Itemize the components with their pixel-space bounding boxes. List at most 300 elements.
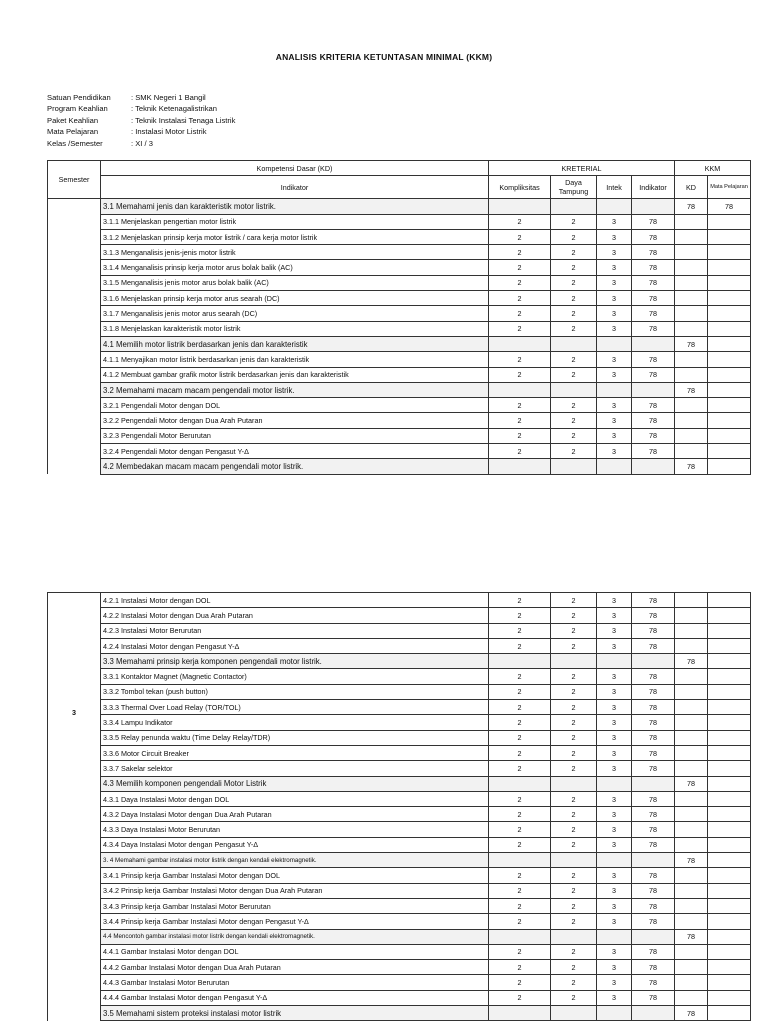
kompleksitas-value: 2 xyxy=(489,398,551,413)
indicator-text: 3.4.2 Prinsip kerja Gambar Instalasi Motor dengan Dua Arah Putaran xyxy=(101,883,489,898)
indikator-kkm-value: 78 xyxy=(632,321,675,336)
indicator-text: 4.3 Memilih komponen pengendali Motor Listrik xyxy=(101,776,489,791)
indicator-text: 3.1.3 Menganalisis jenis-jenis motor listrik xyxy=(101,245,489,260)
indicator-row xyxy=(48,975,751,990)
indikator-kkm-value xyxy=(632,382,675,397)
kompleksitas-value: 2 xyxy=(489,914,551,929)
intek-value xyxy=(597,336,632,351)
daya-tampung-value: 2 xyxy=(551,761,597,776)
intek-value: 3 xyxy=(597,960,632,975)
header-intek: Intek xyxy=(597,176,632,199)
indikator-kkm-value: 78 xyxy=(632,638,675,653)
intek-value xyxy=(597,382,632,397)
indikator-kkm-value xyxy=(632,459,675,474)
indicator-row xyxy=(48,623,751,638)
kd-kkm-value: 78 xyxy=(675,199,708,214)
header-daya-tampung: Daya Tampung xyxy=(551,176,597,199)
indicator-row xyxy=(48,321,751,336)
mapel-kkm-value xyxy=(708,929,751,944)
indicator-row xyxy=(48,669,751,684)
mapel-kkm-value xyxy=(708,367,751,382)
kd-kkm-value xyxy=(675,275,708,290)
indikator-kkm-value: 78 xyxy=(632,275,675,290)
indikator-kkm-value: 78 xyxy=(632,868,675,883)
daya-tampung-value: 2 xyxy=(551,229,597,244)
indikator-kkm-value: 78 xyxy=(632,944,675,959)
daya-tampung-value: 2 xyxy=(551,944,597,959)
intek-value: 3 xyxy=(597,700,632,715)
daya-tampung-value xyxy=(551,382,597,397)
indikator-kkm-value: 78 xyxy=(632,745,675,760)
daya-tampung-value: 2 xyxy=(551,822,597,837)
daya-tampung-value xyxy=(551,929,597,944)
header-kompleksitas: Kompliksitas xyxy=(489,176,551,199)
indicator-row xyxy=(48,745,751,760)
kd-kkm-value xyxy=(675,700,708,715)
indicator-row xyxy=(48,807,751,822)
indicator-text: 3.1.1 Menjelaskan pengertian motor listrik xyxy=(101,214,489,229)
daya-tampung-value: 2 xyxy=(551,321,597,336)
kd-kkm-value xyxy=(675,413,708,428)
indicator-text: 3.1.8 Menjelaskan karakteristik motor listrik xyxy=(101,321,489,336)
intek-value xyxy=(597,853,632,868)
kd-row xyxy=(48,459,751,474)
kompleksitas-value: 2 xyxy=(489,623,551,638)
indicator-text: 4.2 Membedakan macam macam pengendali motor listrik. xyxy=(101,459,489,474)
kd-kkm-value: 78 xyxy=(675,459,708,474)
indikator-kkm-value xyxy=(632,1006,675,1021)
indicator-row xyxy=(48,367,751,382)
daya-tampung-value: 2 xyxy=(551,898,597,913)
mapel-kkm-value xyxy=(708,654,751,669)
info-row xyxy=(47,126,235,137)
kompleksitas-value: 2 xyxy=(489,822,551,837)
daya-tampung-value: 2 xyxy=(551,975,597,990)
intek-value: 3 xyxy=(597,214,632,229)
daya-tampung-value: 2 xyxy=(551,260,597,275)
mapel-kkm-value xyxy=(708,730,751,745)
intek-value: 3 xyxy=(597,229,632,244)
mapel-kkm-value xyxy=(708,868,751,883)
indicator-row xyxy=(48,960,751,975)
indicator-text: 4.4.1 Gambar Instalasi Motor dengan DOL xyxy=(101,944,489,959)
intek-value: 3 xyxy=(597,413,632,428)
indicator-row xyxy=(48,593,751,608)
kompleksitas-value: 2 xyxy=(489,291,551,306)
kd-row xyxy=(48,336,751,351)
kompleksitas-value: 2 xyxy=(489,669,551,684)
kompleksitas-value: 2 xyxy=(489,352,551,367)
kompleksitas-value xyxy=(489,199,551,214)
indikator-kkm-value: 78 xyxy=(632,428,675,443)
indikator-kkm-value: 78 xyxy=(632,593,675,608)
kd-kkm-value xyxy=(675,745,708,760)
mapel-kkm-value xyxy=(708,428,751,443)
mapel-kkm-value xyxy=(708,321,751,336)
intek-value: 3 xyxy=(597,807,632,822)
daya-tampung-value: 2 xyxy=(551,960,597,975)
mapel-kkm-value xyxy=(708,700,751,715)
kompleksitas-value: 2 xyxy=(489,837,551,852)
indicator-row xyxy=(48,914,751,929)
intek-value: 3 xyxy=(597,367,632,382)
mapel-kkm-value xyxy=(708,306,751,321)
indikator-kkm-value: 78 xyxy=(632,306,675,321)
mapel-kkm-value xyxy=(708,761,751,776)
mapel-kkm-value xyxy=(708,214,751,229)
kompleksitas-value: 2 xyxy=(489,608,551,623)
kd-kkm-value: 78 xyxy=(675,336,708,351)
indicator-text: 3.1.6 Menjelaskan prinsip kerja motor arus searah (DC) xyxy=(101,291,489,306)
indicator-text: 4.4.3 Gambar Instalasi Motor Berurutan xyxy=(101,975,489,990)
kd-kkm-value xyxy=(675,352,708,367)
kd-kkm-value xyxy=(675,715,708,730)
indicator-row xyxy=(48,306,751,321)
indicator-row xyxy=(48,260,751,275)
indicator-row xyxy=(48,684,751,699)
info-label: Satuan Pendidikan xyxy=(47,93,111,102)
kkm-table-bottom xyxy=(47,592,751,1021)
mapel-kkm-value xyxy=(708,944,751,959)
kompleksitas-value xyxy=(489,1006,551,1021)
indicator-text: 4.2.2 Instalasi Motor dengan Dua Arah Putaran xyxy=(101,608,489,623)
mapel-kkm-value xyxy=(708,883,751,898)
mapel-kkm-value xyxy=(708,960,751,975)
indikator-kkm-value: 78 xyxy=(632,837,675,852)
indicator-row xyxy=(48,444,751,459)
indicator-row xyxy=(48,837,751,852)
indikator-kkm-value: 78 xyxy=(632,898,675,913)
daya-tampung-value xyxy=(551,853,597,868)
kompleksitas-value: 2 xyxy=(489,260,551,275)
indicator-row xyxy=(48,990,751,1005)
indikator-kkm-value: 78 xyxy=(632,960,675,975)
intek-value xyxy=(597,929,632,944)
daya-tampung-value xyxy=(551,654,597,669)
info-row xyxy=(47,103,235,114)
kompleksitas-value: 2 xyxy=(489,413,551,428)
indikator-kkm-value: 78 xyxy=(632,914,675,929)
indikator-kkm-value: 78 xyxy=(632,260,675,275)
kompleksitas-value xyxy=(489,382,551,397)
mapel-kkm-value xyxy=(708,593,751,608)
kd-kkm-value xyxy=(675,791,708,806)
kompleksitas-value: 2 xyxy=(489,960,551,975)
daya-tampung-value: 2 xyxy=(551,669,597,684)
indicator-row xyxy=(48,822,751,837)
daya-tampung-value: 2 xyxy=(551,275,597,290)
kd-row xyxy=(48,929,751,944)
daya-tampung-value xyxy=(551,459,597,474)
daya-tampung-value: 2 xyxy=(551,367,597,382)
indicator-row xyxy=(48,700,751,715)
mapel-kkm-value xyxy=(708,684,751,699)
intek-value: 3 xyxy=(597,730,632,745)
kd-kkm-value xyxy=(675,868,708,883)
intek-value: 3 xyxy=(597,398,632,413)
kd-kkm-value xyxy=(675,593,708,608)
indikator-kkm-value: 78 xyxy=(632,990,675,1005)
kompleksitas-value: 2 xyxy=(489,883,551,898)
intek-value: 3 xyxy=(597,791,632,806)
indicator-text: 4.4.4 Gambar Instalasi Motor dengan Pengasut Y-Δ xyxy=(101,990,489,1005)
info-value: : Instalasi Motor Listrik xyxy=(131,127,207,137)
kd-kkm-value xyxy=(675,623,708,638)
indikator-kkm-value: 78 xyxy=(632,214,675,229)
kd-kkm-value xyxy=(675,975,708,990)
daya-tampung-value: 2 xyxy=(551,990,597,1005)
header-indikator: Indikator xyxy=(101,176,489,199)
mapel-kkm-value xyxy=(708,352,751,367)
indicator-text: 3.3 Memahami prinsip kerja komponen pengendali motor listrik. xyxy=(101,654,489,669)
kd-kkm-value xyxy=(675,944,708,959)
indicator-text: 3.2.3 Pengendali Motor Berurutan xyxy=(101,428,489,443)
kd-kkm-value xyxy=(675,608,708,623)
kompleksitas-value: 2 xyxy=(489,638,551,653)
indikator-kkm-value: 78 xyxy=(632,761,675,776)
indicator-row xyxy=(48,275,751,290)
kd-kkm-value xyxy=(675,837,708,852)
header-kd-col: KD xyxy=(675,176,708,199)
intek-value: 3 xyxy=(597,990,632,1005)
daya-tampung-value: 2 xyxy=(551,306,597,321)
daya-tampung-value: 2 xyxy=(551,914,597,929)
kompleksitas-value: 2 xyxy=(489,944,551,959)
indicator-row xyxy=(48,944,751,959)
intek-value: 3 xyxy=(597,944,632,959)
kompleksitas-value xyxy=(489,459,551,474)
kd-kkm-value xyxy=(675,229,708,244)
kompleksitas-value: 2 xyxy=(489,214,551,229)
kd-kkm-value xyxy=(675,321,708,336)
kompleksitas-value: 2 xyxy=(489,367,551,382)
mapel-kkm-value xyxy=(708,245,751,260)
daya-tampung-value xyxy=(551,776,597,791)
mapel-kkm-value xyxy=(708,229,751,244)
indicator-row xyxy=(48,898,751,913)
intek-value: 3 xyxy=(597,715,632,730)
kompleksitas-value: 2 xyxy=(489,428,551,443)
daya-tampung-value: 2 xyxy=(551,623,597,638)
kd-row xyxy=(48,199,751,214)
intek-value: 3 xyxy=(597,275,632,290)
indikator-kkm-value: 78 xyxy=(632,807,675,822)
mapel-kkm-value xyxy=(708,898,751,913)
mapel-kkm-value xyxy=(708,669,751,684)
document-info xyxy=(47,92,235,149)
indicator-text: 4.3.3 Daya Instalasi Motor Berurutan xyxy=(101,822,489,837)
kd-kkm-value xyxy=(675,214,708,229)
indicator-row xyxy=(48,291,751,306)
indicator-text: 3.3.2 Tombol tekan (push button) xyxy=(101,684,489,699)
indikator-kkm-value: 78 xyxy=(632,669,675,684)
daya-tampung-value: 2 xyxy=(551,444,597,459)
intek-value: 3 xyxy=(597,868,632,883)
mapel-kkm-value xyxy=(708,413,751,428)
indicator-text: 4.4.2 Gambar Instalasi Motor dengan Dua Arah Putaran xyxy=(101,960,489,975)
daya-tampung-value: 2 xyxy=(551,214,597,229)
kompleksitas-value: 2 xyxy=(489,990,551,1005)
kompleksitas-value: 2 xyxy=(489,306,551,321)
kompleksitas-value: 2 xyxy=(489,593,551,608)
intek-value: 3 xyxy=(597,669,632,684)
indikator-kkm-value: 78 xyxy=(632,791,675,806)
intek-value: 3 xyxy=(597,260,632,275)
kompleksitas-value: 2 xyxy=(489,807,551,822)
kd-kkm-value: 78 xyxy=(675,776,708,791)
daya-tampung-value xyxy=(551,336,597,351)
kompleksitas-value xyxy=(489,654,551,669)
indikator-kkm-value xyxy=(632,336,675,351)
info-label: Mata Pelajaran xyxy=(47,127,99,137)
mapel-kkm-value xyxy=(708,807,751,822)
intek-value: 3 xyxy=(597,444,632,459)
indicator-text: 3.3.3 Thermal Over Load Relay (TOR/TOL) xyxy=(101,700,489,715)
kd-kkm-value xyxy=(675,398,708,413)
kompleksitas-value: 2 xyxy=(489,229,551,244)
indikator-kkm-value: 78 xyxy=(632,444,675,459)
info-label: Kelas /Semester xyxy=(47,138,103,148)
indicator-row xyxy=(48,352,751,367)
indikator-kkm-value xyxy=(632,929,675,944)
info-row xyxy=(47,138,235,149)
indikator-kkm-value: 78 xyxy=(632,975,675,990)
indicator-text: 4.1 Memilih motor listrik berdasarkan jenis dan karakteristik xyxy=(101,336,489,351)
mapel-kkm-value xyxy=(708,745,751,760)
indikator-kkm-value: 78 xyxy=(632,883,675,898)
kd-kkm-value xyxy=(675,883,708,898)
intek-value: 3 xyxy=(597,352,632,367)
kd-row xyxy=(48,776,751,791)
indicator-text: 3.1 Memahami jenis dan karakteristik motor listrik. xyxy=(101,199,489,214)
indikator-kkm-value: 78 xyxy=(632,608,675,623)
indicator-text: 4.3.1 Daya Instalasi Motor dengan DOL xyxy=(101,791,489,806)
indicator-row xyxy=(48,791,751,806)
indikator-kkm-value xyxy=(632,776,675,791)
kd-row xyxy=(48,654,751,669)
semester-cell xyxy=(48,199,101,474)
indicator-text: 3.1.2 Menjelaskan prinsip kerja motor listrik / cara kerja motor listrik xyxy=(101,229,489,244)
kkm-table-top-body xyxy=(48,199,751,474)
daya-tampung-value: 2 xyxy=(551,745,597,760)
kd-kkm-value xyxy=(675,444,708,459)
indicator-text: 3.3.7 Sakelar selektor xyxy=(101,761,489,776)
intek-value: 3 xyxy=(597,623,632,638)
kompleksitas-value: 2 xyxy=(489,730,551,745)
daya-tampung-value xyxy=(551,199,597,214)
intek-value: 3 xyxy=(597,245,632,260)
intek-value: 3 xyxy=(597,822,632,837)
intek-value: 3 xyxy=(597,898,632,913)
daya-tampung-value: 2 xyxy=(551,837,597,852)
kd-kkm-value xyxy=(675,898,708,913)
kd-kkm-value: 78 xyxy=(675,853,708,868)
indicator-text: 4.2.3 Instalasi Motor Berurutan xyxy=(101,623,489,638)
kd-row xyxy=(48,1006,751,1021)
kd-kkm-value xyxy=(675,761,708,776)
mapel-kkm-value xyxy=(708,791,751,806)
indicator-row xyxy=(48,883,751,898)
indicator-row xyxy=(48,398,751,413)
intek-value xyxy=(597,459,632,474)
daya-tampung-value: 2 xyxy=(551,428,597,443)
info-row xyxy=(47,115,235,126)
kd-kkm-value xyxy=(675,291,708,306)
intek-value xyxy=(597,654,632,669)
intek-value: 3 xyxy=(597,761,632,776)
kd-kkm-value xyxy=(675,428,708,443)
indicator-text: 3.1.7 Menganalisis jenis motor arus searah (DC) xyxy=(101,306,489,321)
mapel-kkm-value xyxy=(708,291,751,306)
indikator-kkm-value xyxy=(632,654,675,669)
mapel-kkm-value xyxy=(708,776,751,791)
kd-kkm-value xyxy=(675,638,708,653)
indikator-kkm-value: 78 xyxy=(632,684,675,699)
kompleksitas-value: 2 xyxy=(489,444,551,459)
intek-value: 3 xyxy=(597,975,632,990)
header-kd: Kompetensi Dasar (KD) xyxy=(101,161,489,176)
mapel-kkm-value xyxy=(708,822,751,837)
indikator-kkm-value: 78 xyxy=(632,822,675,837)
indicator-text: 3.2.2 Pengendali Motor dengan Dua Arah Putaran xyxy=(101,413,489,428)
indicator-row xyxy=(48,245,751,260)
info-row xyxy=(47,92,235,103)
kd-kkm-value: 78 xyxy=(675,1006,708,1021)
indikator-kkm-value xyxy=(632,853,675,868)
indicator-text: 4.2.1 Instalasi Motor dengan DOL xyxy=(101,593,489,608)
intek-value: 3 xyxy=(597,291,632,306)
mapel-kkm-value xyxy=(708,444,751,459)
kompleksitas-value xyxy=(489,853,551,868)
indicator-row xyxy=(48,428,751,443)
indikator-kkm-value: 78 xyxy=(632,229,675,244)
kompleksitas-value: 2 xyxy=(489,868,551,883)
kd-kkm-value xyxy=(675,822,708,837)
daya-tampung-value: 2 xyxy=(551,638,597,653)
kd-kkm-value xyxy=(675,990,708,1005)
mapel-kkm-value xyxy=(708,914,751,929)
kd-kkm-value xyxy=(675,807,708,822)
indikator-kkm-value: 78 xyxy=(632,413,675,428)
kd-kkm-value xyxy=(675,245,708,260)
indicator-text: 3.2.4 Pengendali Motor dengan Pengasut Y-Δ xyxy=(101,444,489,459)
kd-kkm-value xyxy=(675,306,708,321)
daya-tampung-value: 2 xyxy=(551,608,597,623)
kd-kkm-value xyxy=(675,960,708,975)
mapel-kkm-value xyxy=(708,398,751,413)
indikator-kkm-value: 78 xyxy=(632,398,675,413)
indicator-row xyxy=(48,638,751,653)
daya-tampung-value: 2 xyxy=(551,883,597,898)
intek-value: 3 xyxy=(597,837,632,852)
mapel-kkm-value xyxy=(708,260,751,275)
kompleksitas-value: 2 xyxy=(489,245,551,260)
intek-value xyxy=(597,199,632,214)
indicator-text: 3.1.4 Menganalisis prinsip kerja motor arus bolak balik (AC) xyxy=(101,260,489,275)
header-mata-pelajaran: Mata Pelajaran xyxy=(708,176,751,199)
mapel-kkm-value xyxy=(708,853,751,868)
mapel-kkm-value xyxy=(708,638,751,653)
info-label: Program Keahlian xyxy=(47,104,108,114)
indicator-text: 4.1.1 Menyajikan motor listrik berdasarkan jenis dan karakteristik xyxy=(101,352,489,367)
info-value: : Teknik Ketenagalistrikan xyxy=(131,104,217,114)
kd-kkm-value xyxy=(675,669,708,684)
indicator-text: 4.2.4 Instalasi Motor dengan Pengasut Y-Δ xyxy=(101,638,489,653)
kd-kkm-value xyxy=(675,914,708,929)
mapel-kkm-value xyxy=(708,975,751,990)
indicator-row xyxy=(48,715,751,730)
indicator-row xyxy=(48,730,751,745)
